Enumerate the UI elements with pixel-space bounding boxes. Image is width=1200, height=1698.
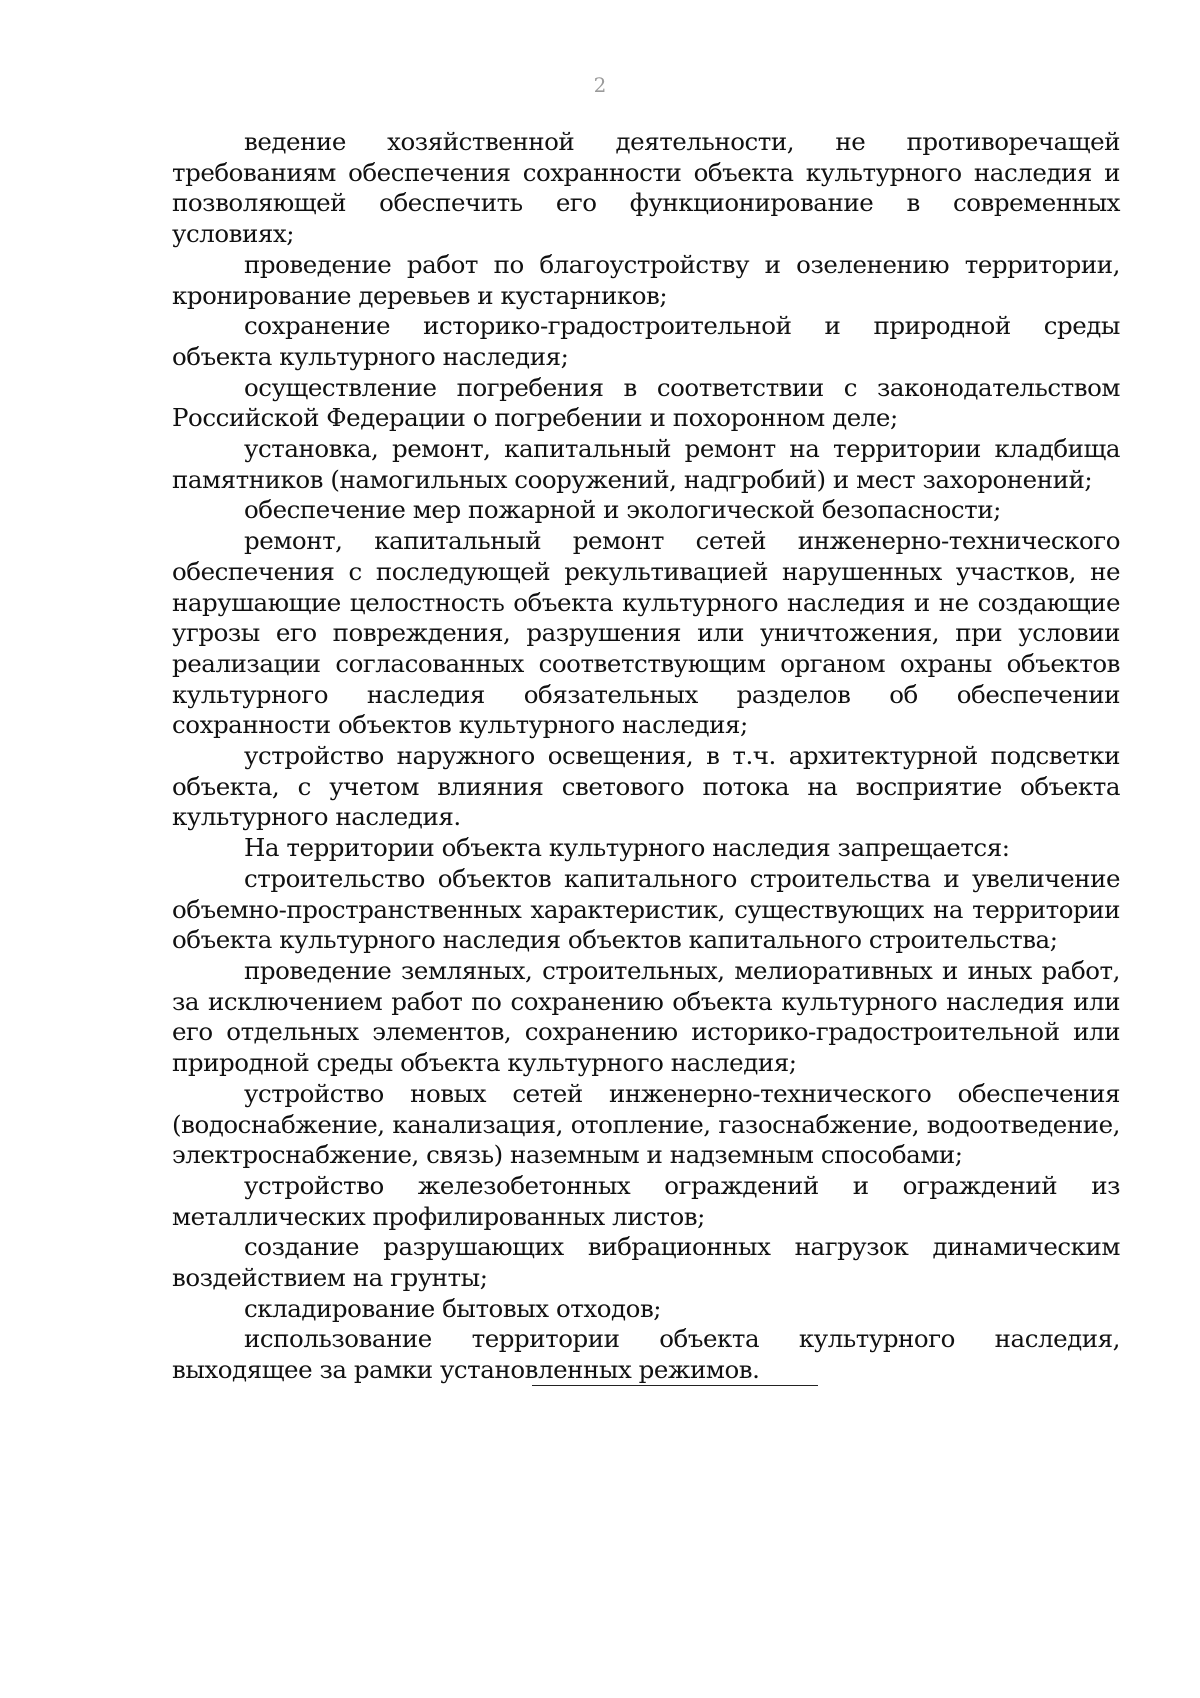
end-of-text-rule [532,1385,818,1386]
paragraph: складирование бытовых отходов; [244,1293,662,1323]
paragraph: устройство железобетонных ограждений и ограждений из металлических профилированных листов; [172,1170,1120,1231]
paragraph: проведение земляных, строительных, мелиоративных и иных работ, за исключением работ по сохранению объекта культурного наследия или его отдельных элементов, сохранению историко-градостроительной или природной среды объекта культурного наследия; [172,955,1120,1078]
paragraph: ремонт, капитальный ремонт сетей инженерно-технического обеспечения с последующей рекультивацией нарушенных участков, не нарушающие целостность объекта культурного наследия и не создающие угрозы его повреждения, разрушения или уничтожения, при условии реализации согласованных соответствующим органом охраны объектов культурного наследия обязательных разделов об обеспечении сохранности объектов культурного наследия; [172,526,1120,740]
paragraph: использование территории объекта культурного наследия, выходящее за рамки установленных режимов. [172,1324,1120,1385]
paragraph: установка, ремонт, капитальный ремонт на территории кладбища памятников (намогильных сооружений, надгробий) и мест захоронений; [172,434,1120,494]
paragraph: осуществление погребения в соответствии с законодательством Российской Федерации о погребении и похоронном деле; [172,372,1120,433]
paragraph: На территории объекта культурного наследия запрещается: [244,833,1010,863]
paragraph: сохранение историко-градостроительной и природной среды объекта культурного наследия; [172,311,1120,371]
paragraph: устройство наружного освещения, в т.ч. архитектурной подсветки объекта, с учетом влияния светового потока на восприятие объекта культурного наследия. [172,741,1120,832]
paragraph: ведение хозяйственной деятельности, не противоречащей требованиям обеспечения сохранности объекта культурного наследия и позволяющей обеспечить его функционирование в современных условиях; [172,127,1120,249]
paragraph: строительство объектов капитального строительства и увеличение объемно-пространственных характеристик, существующих на территории объекта культурного наследия объектов капитального строительства; [172,863,1120,955]
paragraph: устройство новых сетей инженерно-технического обеспечения (водоснабжение, канализация, отопление, газоснабжение, водоотведение, электроснабжение, связь) наземным и надземным способами; [172,1078,1120,1170]
paragraph: обеспечение мер пожарной и экологической безопасности; [244,495,1001,525]
page-number: 2 [593,73,607,97]
paragraph: проведение работ по благоустройству и озеленению территории, кронирование деревьев и кустарников; [172,249,1120,310]
paragraph: создание разрушающих вибрационных нагрузок динамическим воздействием на грунты; [172,1232,1120,1293]
document-body [172,127,1120,1386]
